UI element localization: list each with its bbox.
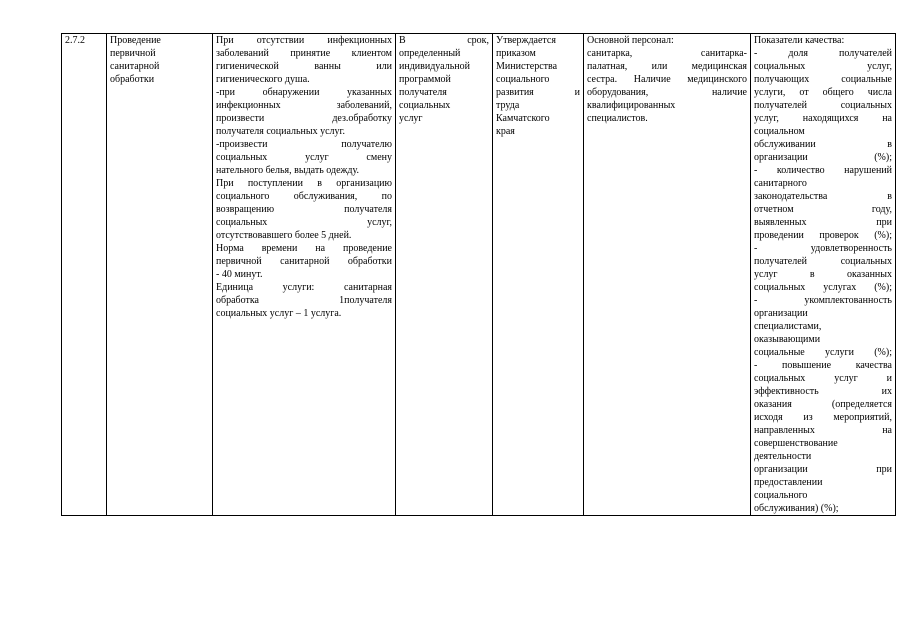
text-line: -произвести получателю bbox=[216, 139, 392, 150]
text-line: получателя социальных услуг. bbox=[216, 126, 346, 137]
text-line: Утверждается bbox=[496, 35, 556, 46]
description-paragraph bbox=[216, 177, 392, 242]
text-line: совершенствование bbox=[754, 438, 838, 449]
text-line: оказывающими bbox=[754, 334, 821, 345]
text-line: - удовлетворенность bbox=[754, 243, 892, 254]
text-line: предоставлении bbox=[754, 477, 823, 488]
text-line: обработки bbox=[110, 74, 155, 85]
text-line: социальных услуг и bbox=[754, 373, 892, 384]
text-line: эффективность их bbox=[754, 386, 892, 397]
deadline-cell bbox=[396, 34, 493, 516]
text-line: отсутствовавшего более 5 дней. bbox=[216, 230, 352, 241]
text-line: выявленных при bbox=[754, 217, 892, 228]
description-paragraph bbox=[216, 86, 392, 138]
text-line: обслуживания) (%); bbox=[754, 503, 839, 514]
row-number-cell bbox=[62, 34, 107, 516]
text-line: социальных услуг смену bbox=[216, 152, 392, 163]
text-line: санитарной bbox=[110, 61, 160, 72]
text-line: социальных bbox=[399, 100, 451, 111]
text-line: Камчатского bbox=[496, 113, 550, 124]
text-line: оказания (определяется bbox=[754, 399, 892, 410]
text-line: социальных услугах (%); bbox=[754, 282, 892, 293]
text-line: получающих социальные bbox=[754, 74, 892, 85]
text-line: первичной санитарной обработки bbox=[216, 256, 392, 267]
text-line: санитарка, санитарка- bbox=[587, 48, 747, 59]
text-line: социальных услуг, bbox=[216, 217, 392, 228]
text-line: получателей социальных bbox=[754, 100, 892, 111]
text-line: Единица услуги: санитарная bbox=[216, 282, 392, 293]
text-line: направленных на bbox=[754, 425, 892, 436]
text-line: определенный bbox=[399, 48, 461, 59]
text-line: получателей социальных bbox=[754, 256, 892, 267]
text-line: индивидуальной bbox=[399, 61, 470, 72]
text-line: сестра. Наличие медицинского bbox=[587, 74, 747, 85]
text-line: услуги, от общего числа bbox=[754, 87, 892, 98]
text-line: труда bbox=[496, 100, 520, 111]
text-line: При поступлении в организацию bbox=[216, 178, 392, 189]
text-line: квалифицированных bbox=[587, 100, 676, 111]
text-line: Проведение bbox=[110, 35, 161, 46]
text-line: социального обслуживания, по bbox=[216, 191, 392, 202]
text-line: проведении проверок (%); bbox=[754, 230, 892, 241]
conditions-cell bbox=[584, 34, 751, 516]
text-line: - количество нарушений bbox=[754, 165, 892, 176]
text-line: обслуживании в bbox=[754, 139, 892, 150]
text-line: заболеваний принятие клиентом bbox=[216, 48, 392, 59]
text-line: В срок, bbox=[399, 35, 489, 46]
text-line: организации при bbox=[754, 464, 892, 475]
text-line: специалистов. bbox=[587, 113, 648, 124]
text-line: При отсутствии инфекционных bbox=[216, 35, 392, 46]
text-line: Министерства bbox=[496, 61, 558, 72]
text-line: организации bbox=[754, 308, 808, 319]
description-paragraph bbox=[216, 281, 392, 320]
text-line: специалистами, bbox=[754, 321, 822, 332]
text-line: произвести дез.обработку bbox=[216, 113, 392, 124]
text-line: получателя bbox=[399, 87, 447, 98]
text-line: - доля получателей bbox=[754, 48, 892, 59]
text-line: социальных услуг – 1 услуга. bbox=[216, 308, 342, 319]
text-line: услуг в оказанных bbox=[754, 269, 892, 280]
row-number: 2.7.2 bbox=[65, 35, 85, 46]
service-standard-table bbox=[61, 33, 896, 516]
text-line: инфекционных заболеваний, bbox=[216, 100, 392, 111]
text-line: оборудования, наличие bbox=[587, 87, 747, 98]
text-line: социального bbox=[496, 74, 550, 85]
text-line: - укомплектованность bbox=[754, 295, 892, 306]
text-line: законодательства в bbox=[754, 191, 892, 202]
text-line: отчетном году, bbox=[754, 204, 892, 215]
quality-indicators-cell bbox=[751, 34, 896, 516]
text-line: края bbox=[496, 126, 515, 137]
text-line: - повышение качества bbox=[754, 360, 892, 371]
text-line: Основной персонал: bbox=[587, 35, 674, 46]
description-paragraph bbox=[216, 138, 392, 177]
text-line: социальные услуги (%); bbox=[754, 347, 892, 358]
description-paragraph bbox=[216, 242, 392, 281]
text-line: палатная, или медицинская bbox=[587, 61, 747, 72]
approval-cell bbox=[493, 34, 584, 516]
text-line: программой bbox=[399, 74, 451, 85]
text-line: услуг, находящихся на bbox=[754, 113, 892, 124]
text-line: приказом bbox=[496, 48, 536, 59]
text-line: -при обнаружении указанных bbox=[216, 87, 392, 98]
service-description-cell bbox=[213, 34, 396, 516]
text-line: - 40 минут. bbox=[216, 269, 263, 280]
text-line: организации (%); bbox=[754, 152, 892, 163]
text-line: развития и bbox=[496, 87, 580, 98]
text-line: первичной bbox=[110, 48, 156, 59]
text-line: социальном bbox=[754, 126, 805, 137]
text-line: санитарного bbox=[754, 178, 807, 189]
text-line: гигиенической ванны или bbox=[216, 61, 392, 72]
text-line: деятельности bbox=[754, 451, 812, 462]
text-line: исходя из мероприятий, bbox=[754, 412, 892, 423]
text-line: Норма времени на проведение bbox=[216, 243, 392, 254]
table-row bbox=[62, 34, 896, 516]
description-paragraph bbox=[216, 34, 392, 86]
text-line: услуг bbox=[399, 113, 423, 124]
text-line: возвращению получателя bbox=[216, 204, 392, 215]
text-line: Показатели качества: bbox=[754, 35, 845, 46]
text-line: социального bbox=[754, 490, 808, 501]
text-line: обработка 1получателя bbox=[216, 295, 392, 306]
service-name-cell bbox=[107, 34, 213, 516]
text-line: гигиенического душа. bbox=[216, 74, 310, 85]
text-line: социальных услуг, bbox=[754, 61, 892, 72]
text-line: нательного белья, выдать одежду. bbox=[216, 165, 360, 176]
